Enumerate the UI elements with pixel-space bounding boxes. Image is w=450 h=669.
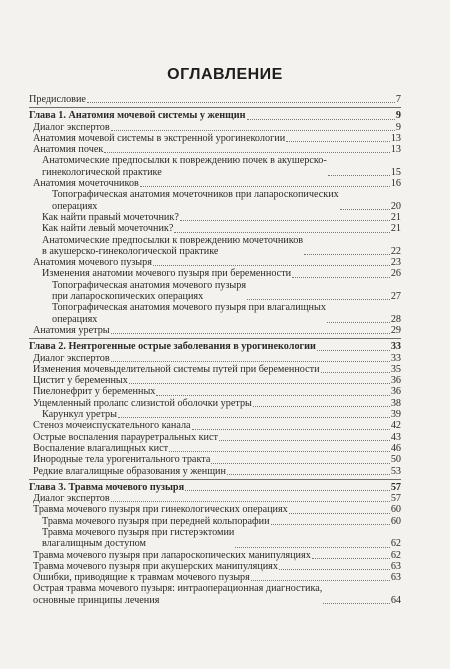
toc-page-number: 9	[395, 121, 401, 133]
toc-entry-title-line: Топографическая анатомия мочеточников при лапароскопических	[52, 189, 339, 201]
toc-entry-title	[29, 482, 184, 493]
dot-leader	[180, 220, 390, 221]
toc-page-number: 42	[390, 420, 401, 432]
toc-chapter-section	[29, 107, 401, 338]
toc-entry[interactable]	[29, 94, 401, 105]
toc-entry[interactable]	[29, 223, 401, 234]
toc-page-number: 60	[390, 515, 401, 527]
dot-leader	[219, 440, 390, 441]
toc-entry-title-line: Воспаление влагалищных кист	[33, 442, 169, 454]
dot-leader	[279, 569, 390, 570]
toc-entry-title	[29, 133, 285, 144]
toc-entry-title-line: Редкие влагалищные образования у женщин	[33, 465, 226, 477]
toc-chapter-heading[interactable]	[29, 110, 401, 121]
toc-entry[interactable]	[29, 420, 401, 431]
toc-entry-title-line: Острая травма мочевого пузыря: интраоперационная диагностика,	[33, 583, 323, 595]
toc-entry-title-line: Травма мочевого пузыря при гистерэктомии	[42, 526, 235, 538]
toc-entry-title-line: Глава 2. Неятрогенные острые заболевания в урогинекологии	[29, 341, 316, 353]
toc-entry-title	[29, 122, 110, 133]
dot-leader	[140, 186, 390, 187]
toc-page-number: 64	[390, 594, 401, 606]
toc-page-number: 35	[390, 363, 401, 375]
toc-entry-title	[29, 302, 326, 325]
toc-entry[interactable]	[29, 178, 401, 189]
toc-page-number: 36	[390, 375, 401, 387]
toc-entry-title-line: Диалог экспертов	[33, 352, 110, 364]
toc-entry-title-line: Карункул уретры	[42, 409, 117, 421]
toc-entry[interactable]	[29, 583, 401, 606]
toc-entry-title-line: Ущемленный пролапс слизистой оболочки уретры	[33, 397, 252, 409]
dot-leader	[312, 558, 390, 559]
toc-entry[interactable]	[29, 122, 401, 133]
toc-entry-title	[29, 420, 191, 431]
toc-entry-title-line: Топографическая анатомия мочевого пузыря	[52, 279, 247, 291]
toc-page-number: 63	[390, 560, 401, 572]
toc-entry-title	[29, 398, 252, 409]
toc-entry-title-line: Травма мочевого пузыря при лапароскопических манипуляциях	[33, 549, 311, 561]
toc-entry-title-line: Травма мочевого пузыря при гинекологических операциях	[33, 504, 288, 516]
toc-entry-title	[29, 110, 246, 121]
toc-entry-title	[29, 268, 291, 279]
toc-entry-title	[29, 493, 110, 504]
toc-preface-section	[29, 92, 401, 107]
toc-entry-title-line: Травма мочевого пузыря при акушерских манипуляциях	[33, 560, 278, 572]
toc-entry[interactable]	[29, 504, 401, 515]
toc-entry-title-line: гинекологической практике	[42, 166, 162, 178]
toc-page-number: 39	[390, 409, 401, 421]
page-title: ОГЛАВЛЕНИЕ	[167, 66, 283, 83]
dot-leader	[235, 547, 389, 548]
dot-leader	[185, 490, 390, 491]
dot-leader	[321, 372, 390, 373]
toc-page-number: 63	[390, 572, 401, 584]
toc-page-number: 57	[390, 493, 401, 505]
toc-entry[interactable]	[29, 375, 401, 386]
toc-page-number: 33	[390, 352, 401, 364]
dot-leader	[104, 152, 390, 153]
toc-entry-title-line: Как найти левый мочеточник?	[42, 223, 174, 235]
toc-entry-title-line: влагалищным доступом	[42, 538, 147, 550]
toc-entry-title	[29, 409, 117, 420]
toc-entry-title	[29, 527, 234, 550]
dot-leader	[251, 580, 390, 581]
toc-page-number: 50	[390, 454, 401, 466]
toc-page-number: 26	[390, 268, 401, 280]
toc-entry-title	[29, 257, 152, 268]
dot-leader	[169, 451, 390, 452]
toc-entry[interactable]	[29, 189, 401, 212]
dot-leader	[111, 361, 390, 362]
toc-entry-title-line: Стеноз мочеиспускательного канала	[33, 420, 191, 432]
dot-leader	[192, 429, 390, 430]
toc-entry[interactable]	[29, 398, 401, 409]
toc-entry-title	[29, 94, 86, 105]
toc-entry-title-line: Глава 1. Анатомия мочевой системы у женщин	[29, 110, 246, 122]
toc-entry-title-line: Анатомия мочеточников	[33, 178, 139, 190]
toc-entry-title-line: Инородные тела урогенитального тракта	[33, 454, 211, 466]
toc-chapter-heading[interactable]	[29, 341, 401, 352]
toc-entry-title	[29, 353, 110, 364]
toc-page-number: 62	[390, 549, 401, 561]
toc-entry-title	[29, 189, 339, 212]
toc-entry-title	[29, 325, 110, 336]
toc-entry-title-line: Цистит у беременных	[33, 375, 128, 387]
dot-leader	[340, 209, 390, 210]
toc-entry-title-line: Изменения анатомии мочевого пузыря при беременности	[42, 268, 292, 280]
table-of-contents	[29, 92, 401, 608]
toc-entry-title-line: Анатомические предпосылки к повреждению почек в акушерско-	[42, 155, 327, 167]
toc-entry[interactable]	[29, 133, 401, 144]
toc-entry-title	[29, 572, 250, 583]
toc-page-number: 22	[390, 245, 401, 257]
dot-leader	[174, 232, 389, 233]
toc-page-number: 33	[390, 341, 401, 353]
toc-page-number: 57	[390, 481, 401, 493]
dot-leader	[292, 277, 390, 278]
toc-page-number: 9	[395, 110, 401, 122]
toc-entry[interactable]	[29, 144, 401, 155]
toc-entry-title-line: Диалог экспертов	[33, 121, 110, 133]
toc-entry[interactable]	[29, 235, 401, 258]
toc-entry-title	[29, 280, 246, 303]
toc-entry-title-line: Анатомия уретры	[33, 324, 110, 336]
dot-leader	[286, 141, 390, 142]
toc-entry-title	[29, 178, 139, 189]
toc-entry-title-line: операциях	[52, 313, 98, 325]
toc-page-number: 16	[390, 178, 401, 190]
toc-entry-title-line: Изменения мочевыделительной системы путей при беременности	[33, 363, 320, 375]
toc-entry[interactable]	[29, 386, 401, 397]
toc-entry[interactable]	[29, 572, 401, 583]
toc-entry-title-line: Предисловие	[29, 94, 86, 105]
toc-page-number: 21	[390, 223, 401, 235]
toc-entry-title	[29, 144, 103, 155]
toc-page-number: 53	[390, 465, 401, 477]
dot-leader	[304, 254, 390, 255]
toc-page-number: 60	[390, 504, 401, 516]
dot-leader	[317, 350, 390, 351]
toc-chapter-section	[29, 479, 401, 608]
toc-entry-title-line: Анатомические предпосылки к повреждению мочеточников	[42, 234, 304, 246]
dot-leader	[211, 463, 389, 464]
dot-leader	[111, 333, 390, 334]
toc-page-number: 21	[390, 211, 401, 223]
toc-entry[interactable]	[29, 302, 401, 325]
dot-leader	[156, 395, 389, 396]
toc-entry-title-line: Диалог экспертов	[33, 493, 110, 505]
toc-entry[interactable]	[29, 325, 401, 336]
toc-entry[interactable]	[29, 432, 401, 443]
toc-entry-title	[29, 516, 270, 527]
toc-entry-title-line: Анатомия мочевой системы в экстренной урогинекологии	[33, 132, 286, 144]
toc-entry[interactable]	[29, 443, 401, 454]
toc-entry[interactable]	[29, 527, 401, 550]
dot-leader	[129, 383, 390, 384]
dot-leader	[289, 513, 390, 514]
toc-entry-title-line: Как найти правый мочеточник?	[42, 211, 179, 223]
toc-entry-title-line: Глава 3. Травма мочевого пузыря	[29, 481, 185, 493]
toc-entry[interactable]	[29, 155, 401, 178]
toc-entry-title	[29, 443, 168, 454]
toc-entry[interactable]	[29, 561, 401, 572]
toc-entry-title-line: Анатомия мочевого пузыря	[33, 257, 152, 269]
toc-page-number: 43	[390, 431, 401, 443]
toc-page-number: 13	[390, 144, 401, 156]
dot-leader	[111, 130, 395, 131]
toc-page-number: 23	[390, 257, 401, 269]
toc-entry-title	[29, 386, 155, 397]
dot-leader	[118, 417, 390, 418]
toc-entry-title	[29, 223, 173, 234]
dot-leader	[247, 119, 395, 120]
toc-entry-title	[29, 561, 278, 572]
toc-entry-title	[29, 550, 311, 561]
dot-leader	[153, 265, 390, 266]
toc-entry-title-line: Топографическая анатомия мочевого пузыря при влагалищных	[52, 302, 326, 314]
dot-leader	[271, 524, 390, 525]
toc-page-number: 7	[395, 94, 401, 105]
dot-leader	[253, 406, 390, 407]
toc-entry-title-line: Пиелонефрит у беременных	[33, 386, 156, 398]
dot-leader	[227, 474, 390, 475]
toc-entry-title-line: Острые воспаления парауретральных кист	[33, 431, 218, 443]
toc-entry-title-line: основные принципы лечения	[33, 594, 160, 606]
toc-entry-title-line: при лапароскопических операциях	[52, 291, 204, 303]
dot-leader	[328, 175, 390, 176]
toc-entry[interactable]	[29, 257, 401, 268]
toc-page-number: 20	[390, 200, 401, 212]
toc-page-number: 62	[390, 538, 401, 550]
dot-leader	[323, 603, 389, 604]
toc-entry-title	[29, 212, 179, 223]
toc-page-number: 36	[390, 386, 401, 398]
toc-chapter-heading[interactable]	[29, 482, 401, 493]
toc-entry[interactable]	[29, 550, 401, 561]
toc-entry-title	[29, 155, 327, 178]
toc-page-number: 13	[390, 132, 401, 144]
toc-entry-title	[29, 454, 210, 465]
toc-entry-title	[29, 583, 322, 606]
toc-entry-title-line: в акушерско-гинекологической практике	[42, 245, 219, 257]
dot-leader	[111, 501, 390, 502]
toc-entry[interactable]	[29, 280, 401, 303]
toc-entry[interactable]	[29, 353, 401, 364]
toc-page-number: 27	[390, 291, 401, 303]
toc-entry-title-line: Травма мочевого пузыря при передней кольпорафии	[42, 515, 270, 527]
toc-entry-title-line: операциях	[52, 200, 98, 212]
toc-entry-title	[29, 364, 320, 375]
toc-entry-title	[29, 466, 226, 477]
toc-page-number: 29	[390, 324, 401, 336]
toc-entry-title-line: Анатомия почек	[33, 144, 104, 156]
toc-entry-title	[29, 235, 303, 258]
toc-page-number: 46	[390, 442, 401, 454]
toc-entry[interactable]	[29, 409, 401, 420]
toc-entry[interactable]	[29, 466, 401, 477]
toc-entry-title	[29, 341, 316, 352]
toc-page-number: 15	[390, 166, 401, 178]
toc-entry-title	[29, 375, 128, 386]
dot-leader	[247, 299, 390, 300]
toc-entry-title	[29, 504, 288, 515]
toc-entry[interactable]	[29, 454, 401, 465]
toc-entry[interactable]	[29, 364, 401, 375]
toc-chapter-section	[29, 338, 401, 479]
toc-entry-title	[29, 432, 218, 443]
dot-leader	[327, 322, 390, 323]
toc-entry[interactable]	[29, 268, 401, 279]
toc-page-number: 28	[390, 313, 401, 325]
toc-entry[interactable]	[29, 212, 401, 223]
toc-entry-title-line: Ошибки, приводящие к травмам мочевого пузыря	[33, 572, 250, 584]
dot-leader	[87, 102, 395, 103]
toc-entry[interactable]	[29, 493, 401, 504]
toc-entry[interactable]	[29, 516, 401, 527]
toc-page-number: 38	[390, 397, 401, 409]
